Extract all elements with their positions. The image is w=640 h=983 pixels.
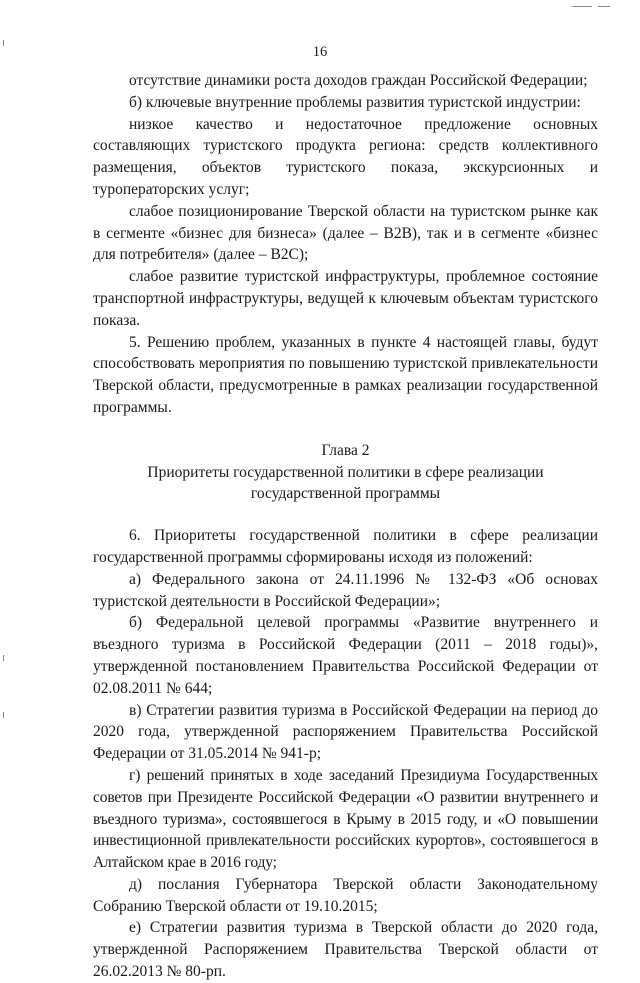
paragraph-problem-positioning: слабое позиционирование Тверской области на туристском рынке как в сегменте «бизнес для бизнеса» (далее – B2B), так и в сегменте «бизнес для потребителя» (далее – B2C); [93, 202, 598, 264]
scan-mark-top-right [572, 6, 592, 7]
paragraph-item-g: г) решений принятых в ходе заседаний Президиума Государственных советов при Президенте Российской Федерации «О развитии внутреннего и въездного туризма», состоявшегося в Крыму в 2015 году, и «О повышении инвестиционной привлекательности российских курортов», состоявшегося в Алтайском крае в 2016 году; [93, 766, 598, 872]
chapter-title-line-2: государственной программы [250, 485, 441, 503]
paragraph-problem-quality: низкое качество и недостаточное предложение основных составляющих туристского продукта региона: средств коллективного размещения, объектов туристского показа, экскурсионных и туроператорских услуг; [93, 115, 598, 198]
paragraph-item-d: д) послания Губернатора Тверской области Законодательному Собранию Тверской области от 19.10.2015; [93, 875, 598, 915]
chapter-heading [93, 440, 598, 505]
paragraph-point-6: 6. Приоритеты государственной политики в сфере реализации государственной программы сформированы исходя из положений: [93, 527, 598, 566]
page-number: 16 [312, 44, 328, 60]
paragraph-item-b-program: б) Федеральной целевой программы «Развитие внутреннего и въездного туризма в Российской Федерации (2011 – 2018 годы)», утвержденной постановлением Правительства Российской Федерации от 02.08.2011 № 644; [93, 614, 598, 697]
paragraph-point-5: 5. Решению проблем, указанных в пункте 4 настоящей главы, будут способствовать мероприятия по повышению туристской привлекательности Тверской области, предусмотренные в рамках реализации государственной программы. [93, 333, 598, 416]
scan-mark-left-2 [3, 655, 4, 661]
chapter-title-line-1: Приоритеты государственной политики в сфере реализации [147, 463, 544, 481]
paragraph-item-e: е) Стратегии развития туризма в Тверской области до 2020 года, утвержденной Распоряжением Правительства Тверской области от 26.02.2013 № 80-рп. [93, 919, 598, 981]
scan-mark-left-3 [3, 712, 4, 718]
paragraph-item-a: а) Федерального закона от 24.11.1996 № 132-ФЗ «Об основах туристской деятельности в Российской Федерации»; [93, 570, 598, 610]
paragraph-continuation: отсутствие динамики роста доходов граждан Российской Федерации; [129, 72, 588, 89]
paragraph-item-v: в) Стратегии развития туризма в Российской Федерации на период до 2020 года, утвержденной распоряжением Правительства Российской Федерации от 31.05.2014 № 941-р; [93, 701, 598, 763]
chapter-number: Глава 2 [321, 441, 370, 459]
paragraph-item-b: б) ключевые внутренние проблемы развития туристской индустрии: [129, 93, 581, 111]
scan-mark-top-right-2 [598, 6, 610, 7]
document-body [93, 70, 598, 983]
paragraph-problem-infrastructure: слабое развитие туристской инфраструктуры, проблемное состояние транспортной инфраструктуры, ведущей к ключевым объектам туристского показа. [93, 268, 598, 329]
